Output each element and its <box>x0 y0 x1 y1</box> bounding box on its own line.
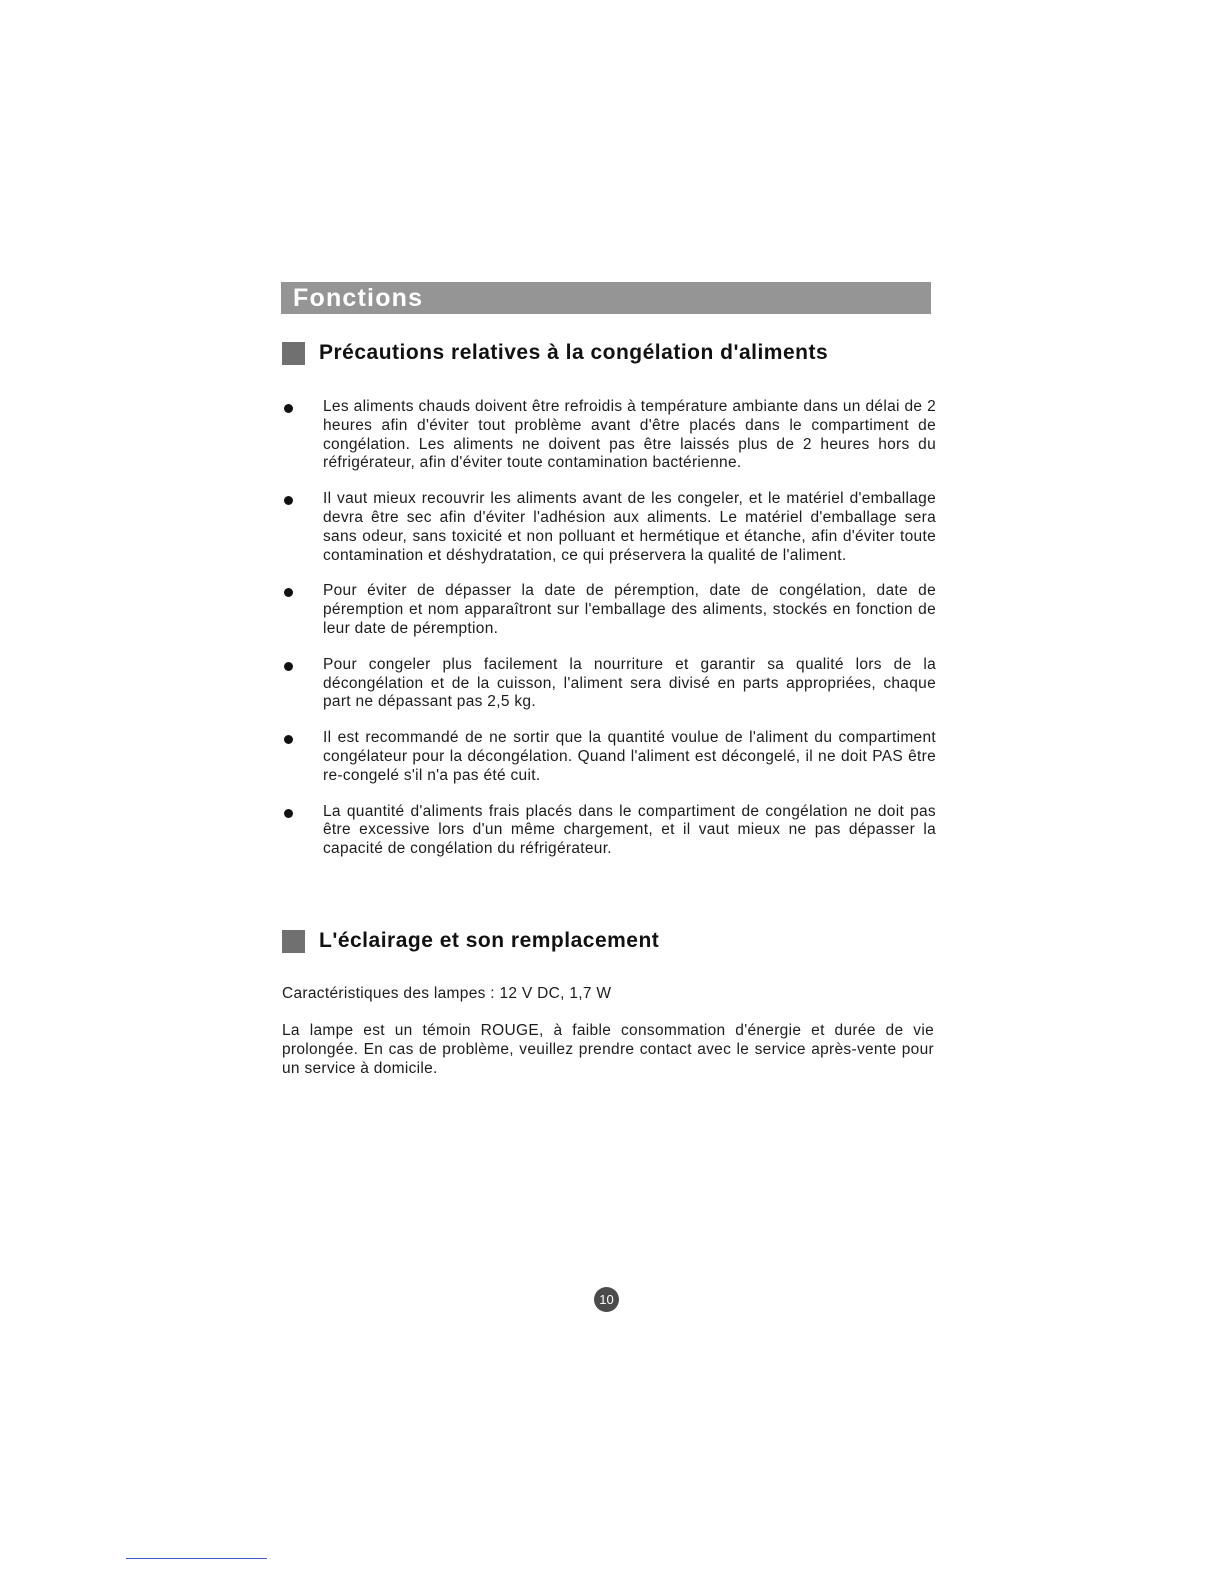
freezing-precautions-list <box>282 398 936 876</box>
bullet-icon <box>284 496 293 505</box>
bullet-text: Pour congeler plus facilement la nourriture et garantir sa qualité lors de la décongélation et de la cuisson, l'aliment sera divisé en parts appropriées, chaque part ne dépassant pas 2,5 kg. <box>323 655 936 711</box>
bullet-text: Les aliments chauds doivent être refroidis à température ambiante dans un délai de 2 heures afin d'éviter tout problème avant d'être placés dans le compartiment de congélation. Les aliments ne doivent pas être laissés plus de 2 heures hors du réfrigérateur, afin d'éviter toute contamination bactérienne. <box>323 398 936 472</box>
heading-square-icon <box>282 342 305 365</box>
list-item <box>282 656 936 712</box>
bullet-icon <box>284 404 293 413</box>
section-title-lighting: L'éclairage et son remplacement <box>319 929 660 952</box>
footnote-divider <box>126 1558 267 1559</box>
section-banner <box>281 282 931 314</box>
list-item <box>282 490 936 565</box>
list-item <box>282 582 936 638</box>
bullet-text: La quantité d'aliments frais placés dans le compartiment de congélation ne doit pas être excessive lors d'un même chargement, et il vaut mieux ne pas dépasser la capacité de congélation du réfrigérateur. <box>323 802 936 858</box>
list-item <box>282 398 936 473</box>
bullet-text: Pour éviter de dépasser la date de péremption, date de congélation, date de péremption et nom apparaîtront sur l'emballage des aliments, stockés en fonction de leur date de péremption. <box>323 582 936 637</box>
list-item <box>282 729 936 785</box>
list-item <box>282 803 936 859</box>
bullet-icon <box>284 735 293 744</box>
section-title-freezing: Précautions relatives à la congélation d'aliments <box>319 341 829 364</box>
bullet-text: Il est recommandé de ne sortir que la quantité voulue de l'aliment du compartiment congélateur pour la décongélation. Quand l'aliment est décongelé, il ne doit PAS être re-congelé s'il n'a pas été cuit. <box>323 729 936 784</box>
bullet-icon <box>284 662 293 671</box>
lamp-specs: Caractéristiques des lampes : 12 V DC, 1,7 W <box>282 985 612 1002</box>
lamp-description: La lampe est un témoin ROUGE, à faible consommation d'énergie et durée de vie prolongée. En cas de problème, veuillez prendre contact avec le service après-vente pour un service à domicile. <box>282 1022 934 1077</box>
banner-title: Fonctions <box>293 284 424 312</box>
heading-square-icon <box>282 930 305 953</box>
bullet-text: Il vaut mieux recouvrir les aliments avant de les congeler, et le matériel d'emballage devra être sec afin d'éviter l'adhésion aux aliments. Le matériel d'emballage sera sans odeur, sans toxicité et non polluant et hermétique et étanche, afin d'éviter toute contamination et déshydratation, ce qui préservera la qualité de l'aliment. <box>323 490 936 564</box>
page-number-badge: 10 <box>594 1287 619 1312</box>
bullet-icon <box>284 809 293 818</box>
bullet-icon <box>284 588 293 597</box>
